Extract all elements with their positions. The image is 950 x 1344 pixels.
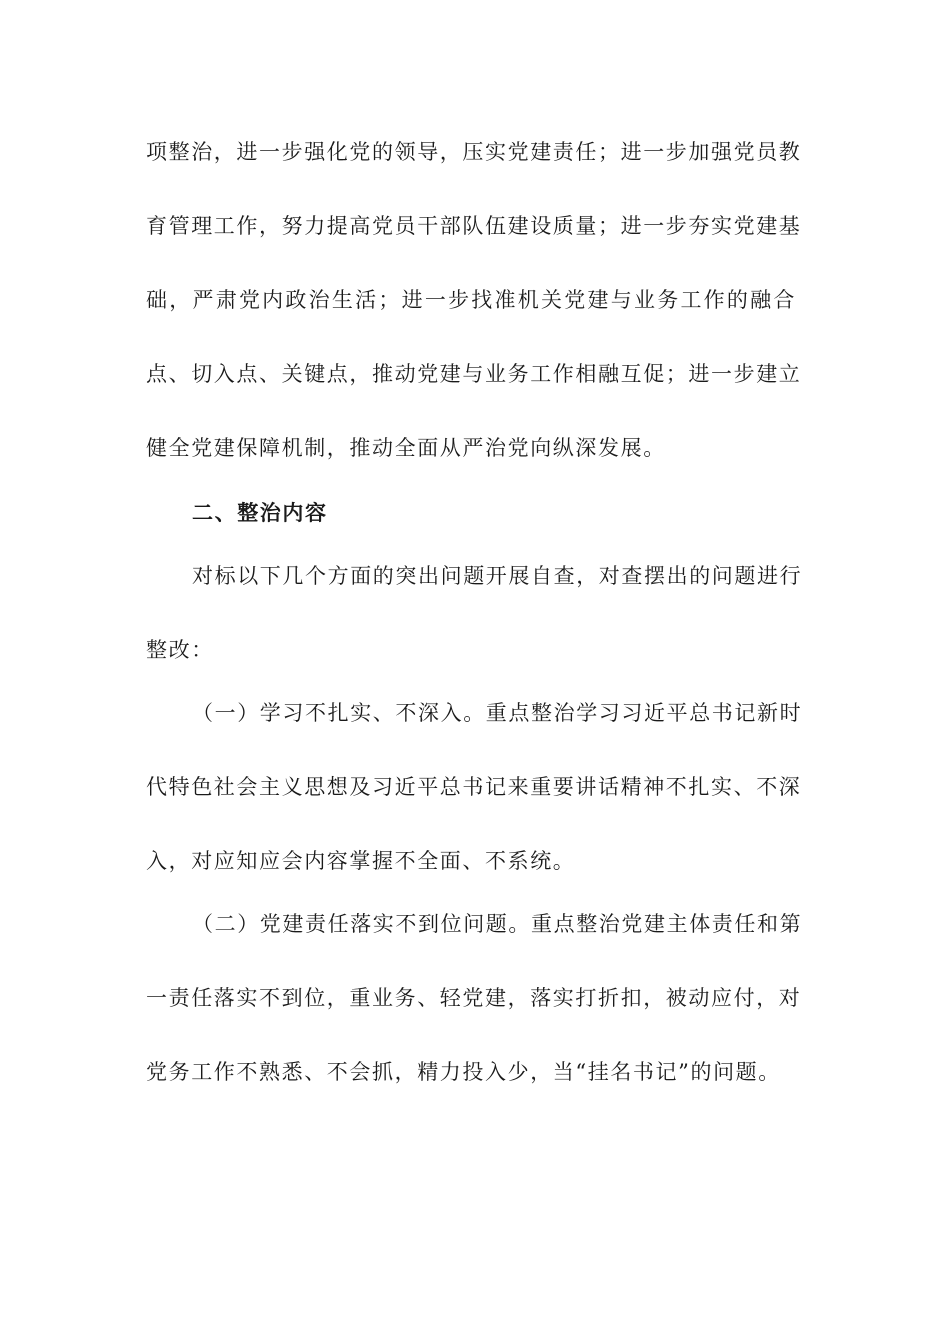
para1-line-5: 健全党建保障机制，推动全面从严治党向纵深发展。 <box>146 436 666 460</box>
para1-line-2: 育管理工作，努力提高党员干部队伍建设质量；进一步夯实党建基 <box>146 214 802 238</box>
para1-line-3: 础，严肃党内政治生活；进一步找准机关党建与业务工作的融合 <box>146 288 796 312</box>
para1-line-1: 项整治，进一步强化党的领导，压实党建责任；进一步加强党员教 <box>146 140 802 164</box>
item2-line-3: 党务工作不熟悉、不会抓，精力投入少，当“挂名书记”的问题。 <box>146 1060 781 1084</box>
item1-line-2: 代特色社会主义思想及习近平总书记来重要讲话精神不扎实、不深 <box>146 775 802 799</box>
section-heading-content: 二、整治内容 <box>192 500 328 525</box>
item1-line-3: 入，对应知应会内容掌握不全面、不系统。 <box>146 849 576 873</box>
para2-line-1: 对标以下几个方面的突出问题开展自查，对查摆出的问题进行 <box>192 564 803 588</box>
item2-line-1: （二）党建责任落实不到位问题。重点整治党建主体责任和第 <box>192 912 803 936</box>
para1-line-4: 点、切入点、关键点，推动党建与业务工作相融互促；进一步建立 <box>146 362 802 386</box>
item1-line-1: （一）学习不扎实、不深入。重点整治学习习近平总书记新时 <box>192 701 803 725</box>
item2-line-2: 一责任落实不到位，重业务、轻党建，落实打折扣，被动应付，对 <box>146 986 802 1010</box>
para2-line-2: 整改： <box>146 638 214 662</box>
